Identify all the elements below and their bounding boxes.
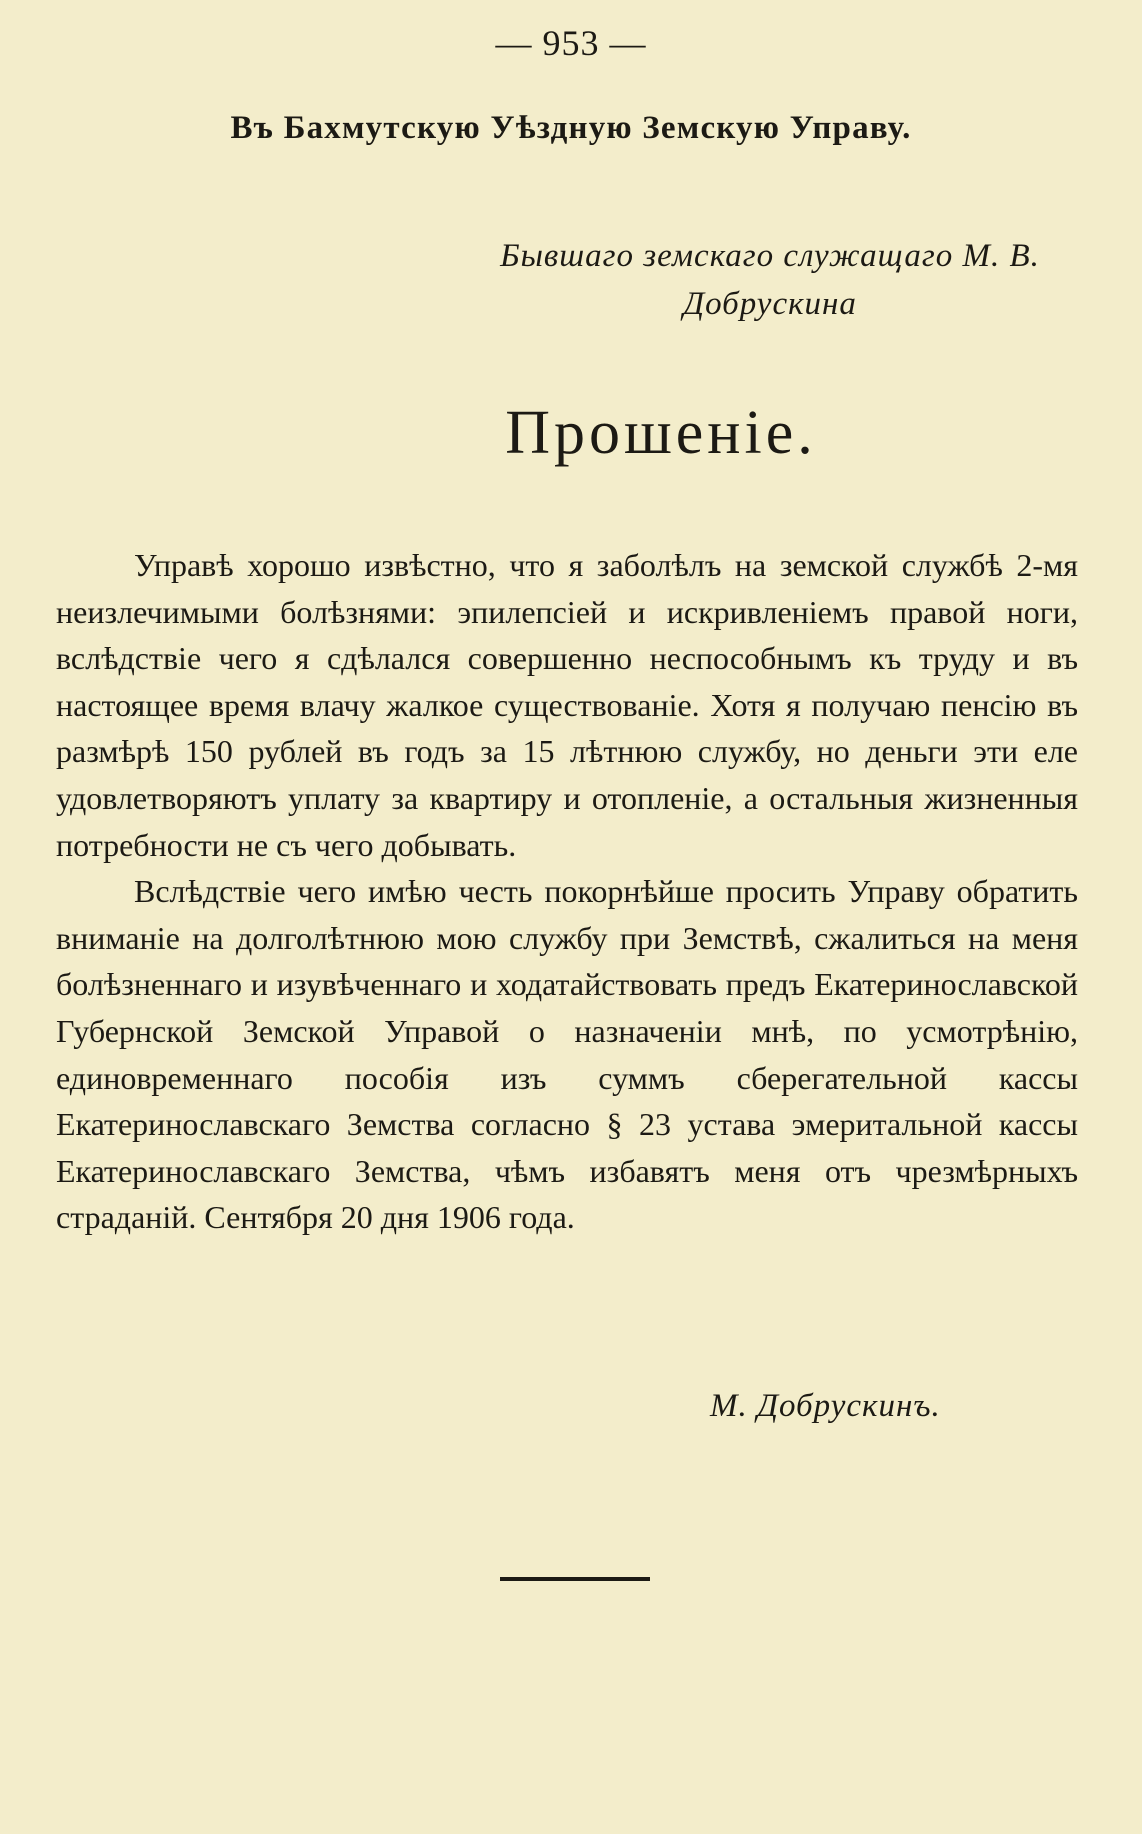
- addressee-line: Въ Бахмутскую Уѣздную Земскую Управу.: [230, 110, 912, 146]
- petition-body: [56, 542, 1078, 1241]
- signature: М. Добрускинъ.: [710, 1388, 941, 1424]
- body-paragraph: Управѣ хорошо извѣстно, что я заболѣлъ на земской службѣ 2-мя неизлечимыми болѣзнями: эпилепсіей и искривленіемъ правой ноги, вслѣдствіе чего я сдѣлался совершенно неспособнымъ къ труду и въ настоящее время влачу жалкое существованіе. Хотя я получаю пенсію въ размѣрѣ 150 рублей въ годъ за 15 лѣтнюю службу, но деньги эти еле удовлетворяютъ уплату за квартиру и отопленіе, а остальныя жизненныя потребности не съ чего добывать.: [56, 547, 1078, 863]
- page-number: — 953 —: [495, 23, 647, 63]
- sender-line-2: Добрускина: [683, 286, 857, 322]
- sender-block: [460, 232, 1080, 328]
- document-heading: Прошеніе.: [505, 399, 817, 467]
- closing-rule: [500, 1577, 650, 1581]
- body-paragraph: Вслѣдствіе чего имѣю честь покорнѣйше просить Управу обратить вниманіе на долголѣтнюю мою службу при Земствѣ, сжалиться на меня болѣзненнаго и изувѣченнаго и ходатайствовать предъ Екатеринославской Губернской Земской Управой о назначеніи мнѣ, по усмотрѣнію, единовременнаго пособія изъ суммъ сберегательной кассы Екатеринославскаго Земства согласно § 23 устава эмеритальной кассы Екатеринославскаго Земства, чѣмъ избавятъ меня отъ чрезмѣрныхъ страданій. Сентября 20 дня 1906 года.: [56, 873, 1078, 1236]
- sender-line-1: Бывшаго земскаго служащаго М. В.: [500, 238, 1040, 274]
